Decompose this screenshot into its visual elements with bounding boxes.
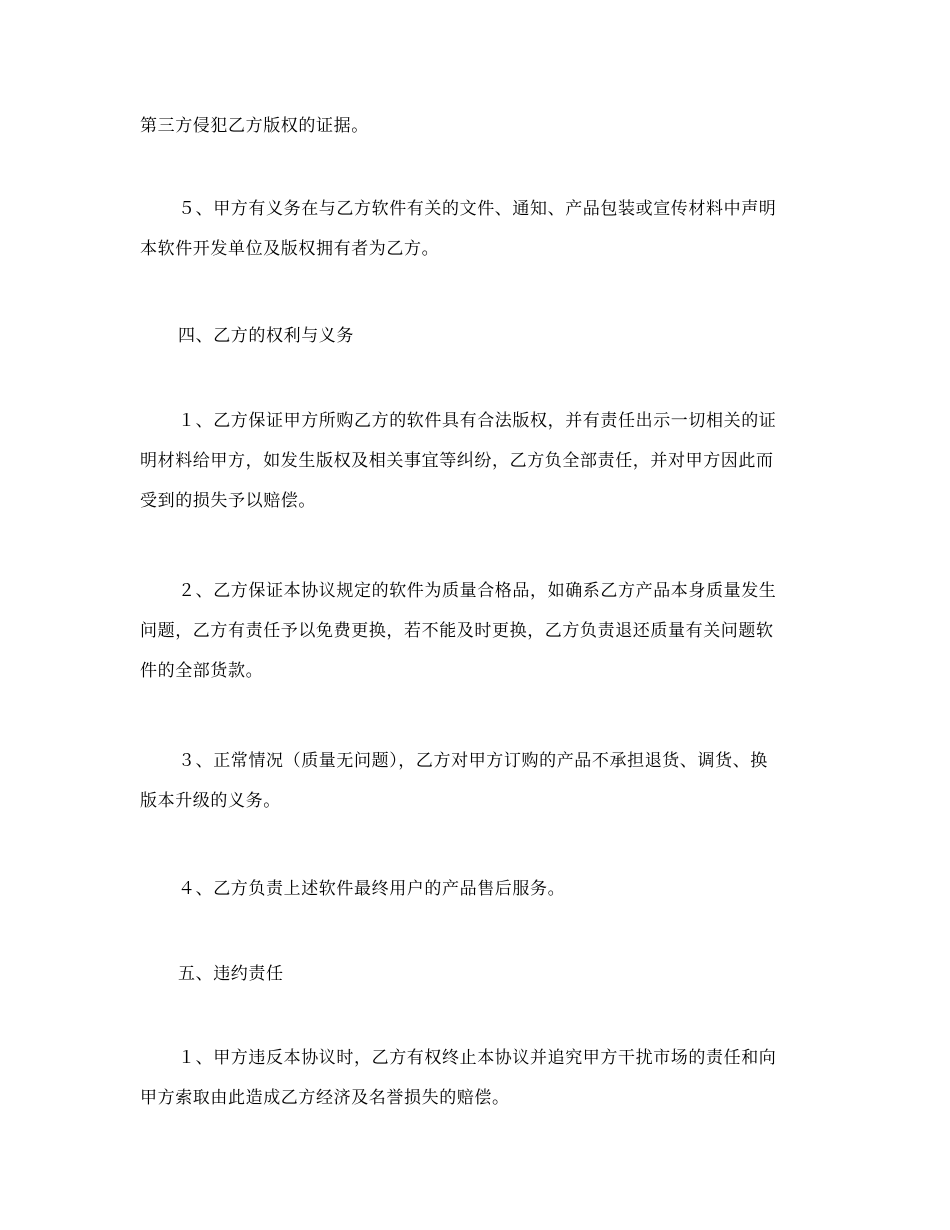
- paragraph-line: １、甲方违反本协议时，乙方有权终止本协议并追究甲方干扰市场的责任和向: [178, 1048, 777, 1068]
- paragraph-line: ４、乙方负责上述软件最终用户的产品售后服务。: [178, 879, 566, 899]
- section-5-item-1: [140, 1042, 820, 1115]
- paragraph-line: 版本升级的义务。: [140, 791, 281, 811]
- section-4-item-4: [140, 873, 820, 906]
- paragraph-line: ５、甲方有义务在与乙方软件有关的文件、通知、产品包装或宣传材料中声明: [178, 199, 777, 219]
- paragraph-line: ２、乙方保证本协议规定的软件为质量合格品，如确系乙方产品本身质量发生: [178, 581, 777, 601]
- clause-3-5-paragraph: [140, 193, 820, 266]
- section-4-item-3: [140, 745, 820, 818]
- paragraph-line: ３、正常情况（质量无问题），乙方对甲方订购的产品不承担退货、调货、换: [178, 751, 768, 771]
- section-4-item-1: [140, 405, 820, 518]
- paragraph-line: 问题，乙方有责任予以免费更换，若不能及时更换，乙方负责退还质量有关问题软: [140, 621, 774, 641]
- paragraph-line: 受到的损失予以赔偿。: [140, 491, 316, 511]
- paragraph-line: 明材料给甲方，如发生版权及相关事宜等纠纷，乙方负全部责任，并对甲方因此而: [140, 451, 774, 471]
- paragraph-line: 件的全部货款。: [140, 661, 264, 681]
- section-4-item-2: [140, 575, 820, 688]
- paragraph-line: 本软件开发单位及版权拥有者为乙方。: [140, 239, 440, 259]
- paragraph-line: 甲方索取由此造成乙方经济及名誉损失的赔偿。: [140, 1088, 510, 1108]
- section-4-heading: 四、乙方的权利与义务: [178, 326, 354, 346]
- continuation-paragraph: [140, 110, 820, 143]
- paragraph-line: 第三方侵犯乙方版权的证据。: [140, 116, 369, 136]
- section-5-heading: 五、违约责任: [178, 964, 284, 984]
- paragraph-line: １、乙方保证甲方所购乙方的软件具有合法版权，并有责任出示一切相关的证: [178, 411, 777, 431]
